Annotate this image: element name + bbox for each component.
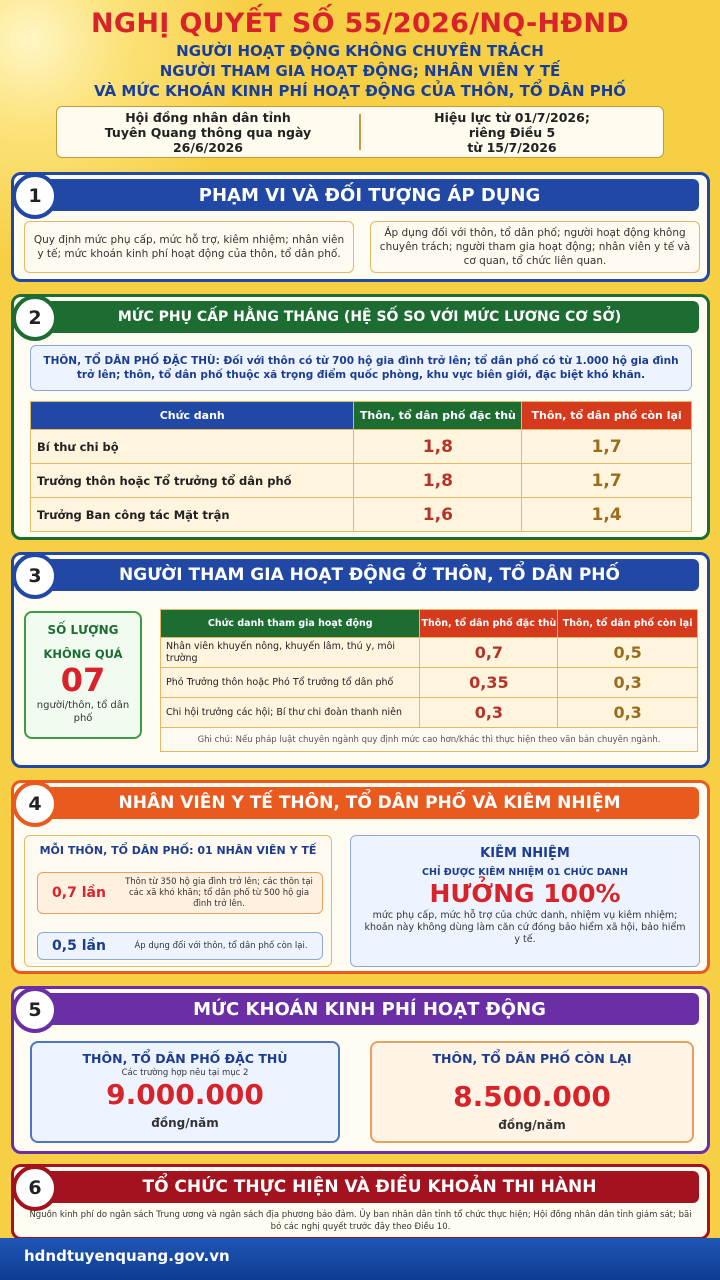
implementation-text: Nguồn kinh phí do ngân sách Trung ương và ngân sách địa phương bảo đảm. Ủy ban nhân dân tỉnh tổ chức thực hiện; Hội đồng nhân dân tỉnh giám sát; bãi bỏ các nghị quyết trước đây theo Điều 10. — [29, 1210, 692, 1232]
section-number: 1 — [12, 173, 58, 219]
subjects-card: Áp dụng đối với thôn, tổ dân phố; người hoạt động không chuyên trách; người tham gia hoạt động; nhân viên y tế và cơ quan, tổ chức liên quan. — [370, 221, 700, 273]
section-5 — [11, 986, 710, 1154]
info-box — [56, 106, 664, 158]
table-row: Bí thư chi bộ 1,8 1,7 — [31, 430, 692, 464]
section-banner: PHẠM VI VÀ ĐỐI TƯỢNG ÁP DỤNG — [40, 179, 699, 211]
effective-info: Hiệu lực từ 01/7/2026; riêng Điều 5 từ 15/7/2026 — [434, 109, 590, 155]
special-note: THÔN, TỔ DÂN PHỐ ĐẶC THÙ: Đối với thôn có từ 700 hộ gia đình trở lên; tổ dân phố có từ 1.000 hộ gia đình trở lên; thôn, tổ dân phố thuộc xã trọng điểm quốc phòng, khu vực biên giới, đặc biệt khó khăn. — [30, 345, 692, 391]
col-header: Thôn, tổ dân phố đặc thù — [354, 402, 522, 430]
concurrent-box: KIÊM NHIỆM CHỈ ĐƯỢC KIÊM NHIỆM 01 CHỨC DANH HƯỞNG 100% mức phụ cấp, mức hỗ trợ của chức danh, nhiệm vụ kiêm nhiệm; khoản này không dùng làm căn cứ đóng bảo hiểm xã hội, bảo hiểm y tế. — [350, 835, 700, 967]
special-budget-card: THÔN, TỔ DÂN PHỐ ĐẶC THÙ Các trường hợp nêu tại mục 2 9.000.000 đồng/năm — [30, 1041, 340, 1143]
section-banner: TỔ CHỨC THỰC HIỆN VÀ ĐIỀU KHOẢN THI HÀNH — [40, 1171, 699, 1203]
scope-card: Quy định mức phụ cấp, mức hỗ trợ, kiêm nhiệm; nhân viên y tế; mức khoán kinh phí hoạt động của thôn, tổ dân phố. — [24, 221, 354, 273]
section-4 — [11, 780, 710, 974]
other-budget-card: THÔN, TỔ DÂN PHỐ CÒN LẠI 8.500.000 đồng/năm — [370, 1041, 694, 1143]
table-row: Phó Trưởng thôn hoặc Phó Tổ trưởng tổ dân phố 0,35 0,3 — [161, 668, 698, 698]
section-number: 4 — [12, 781, 58, 827]
section-number: 5 — [12, 987, 58, 1033]
col-header: Thôn, tổ dân phố còn lại — [522, 402, 692, 430]
subtitle-1: NGƯỜI HOẠT ĐỘNG KHÔNG CHUYÊN TRÁCH — [176, 42, 544, 60]
allowance-table — [30, 401, 692, 532]
participants-table — [160, 609, 698, 752]
website-link[interactable]: hdndtuyenquang.gov.vn — [24, 1247, 230, 1265]
col-header: Thôn, tổ dân phố còn lại — [558, 610, 698, 638]
adoption-info: Hội đồng nhân dân tỉnh Tuyên Quang thông qua ngày 26/6/2026 — [104, 109, 312, 155]
col-header: Chức danh — [31, 402, 354, 430]
rate-row: 0,5 lần Áp dụng đối với thôn, tổ dân phố còn lại. — [37, 932, 323, 960]
subtitle-2: NGƯỜI THAM GIA HOẠT ĐỘNG; NHÂN VIÊN Y TẾ — [159, 62, 561, 80]
section-2 — [11, 294, 710, 540]
section-number: 6 — [12, 1165, 58, 1211]
section-3 — [11, 552, 710, 768]
page-title: NGHỊ QUYẾT SỐ 55/2026/NQ-HĐND — [91, 8, 629, 39]
section-number: 3 — [12, 553, 58, 599]
col-header: Thôn, tổ dân phố đặc thù — [420, 610, 558, 638]
footer — [0, 1238, 720, 1280]
section-1 — [11, 172, 710, 282]
note-row: Ghi chú: Nếu pháp luật chuyên ngành quy định mức cao hơn/khác thì thực hiện theo văn bản chuyên ngành. — [161, 728, 698, 752]
subtitle-3: VÀ MỨC KHOÁN KINH PHÍ HOẠT ĐỘNG CỦA THÔN, TỔ DÂN PHỐ — [93, 82, 627, 100]
section-banner: NGƯỜI THAM GIA HOẠT ĐỘNG Ở THÔN, TỔ DÂN PHỐ — [40, 559, 699, 591]
section-6 — [11, 1164, 710, 1240]
table-row: Nhân viên khuyến nông, khuyến lâm, thú y, môi trường 0,7 0,5 — [161, 638, 698, 668]
health-worker-box: MỖI THÔN, TỔ DÂN PHỐ: 01 NHÂN VIÊN Y TẾ 0,7 lần Thôn từ 350 hộ gia đình trở lên; các thôn tại các xã khó khăn; tổ dân phố từ 500 hộ gia đình trở lên. 0,5 lần Áp dụng đối với thôn, tổ dân phố còn lại. — [24, 835, 332, 967]
rate-row: 0,7 lần Thôn từ 350 hộ gia đình trở lên; các thôn tại các xã khó khăn; tổ dân phố từ 500 hộ gia đình trở lên. — [37, 872, 323, 914]
table-row: Trưởng Ban công tác Mặt trận 1,6 1,4 — [31, 498, 692, 532]
section-banner: MỨC KHOÁN KINH PHÍ HOẠT ĐỘNG — [40, 993, 699, 1025]
table-row: Trưởng thôn hoặc Tổ trưởng tổ dân phố 1,8 1,7 — [31, 464, 692, 498]
section-banner: MỨC PHỤ CẤP HẰNG THÁNG (HỆ SỐ SO VỚI MỨC LƯƠNG CƠ SỞ) — [40, 301, 699, 333]
section-banner: NHÂN VIÊN Y TẾ THÔN, TỔ DÂN PHỐ VÀ KIÊM NHIỆM — [40, 787, 699, 819]
table-row: Chi hội trưởng các hội; Bí thư chi đoàn thanh niên 0,3 0,3 — [161, 698, 698, 728]
section-number: 2 — [12, 295, 58, 341]
col-header: Chức danh tham gia hoạt động — [161, 610, 420, 638]
quantity-box: SỐ LƯỢNG KHÔNG QUÁ 07 người/thôn, tổ dân phố — [24, 611, 142, 739]
